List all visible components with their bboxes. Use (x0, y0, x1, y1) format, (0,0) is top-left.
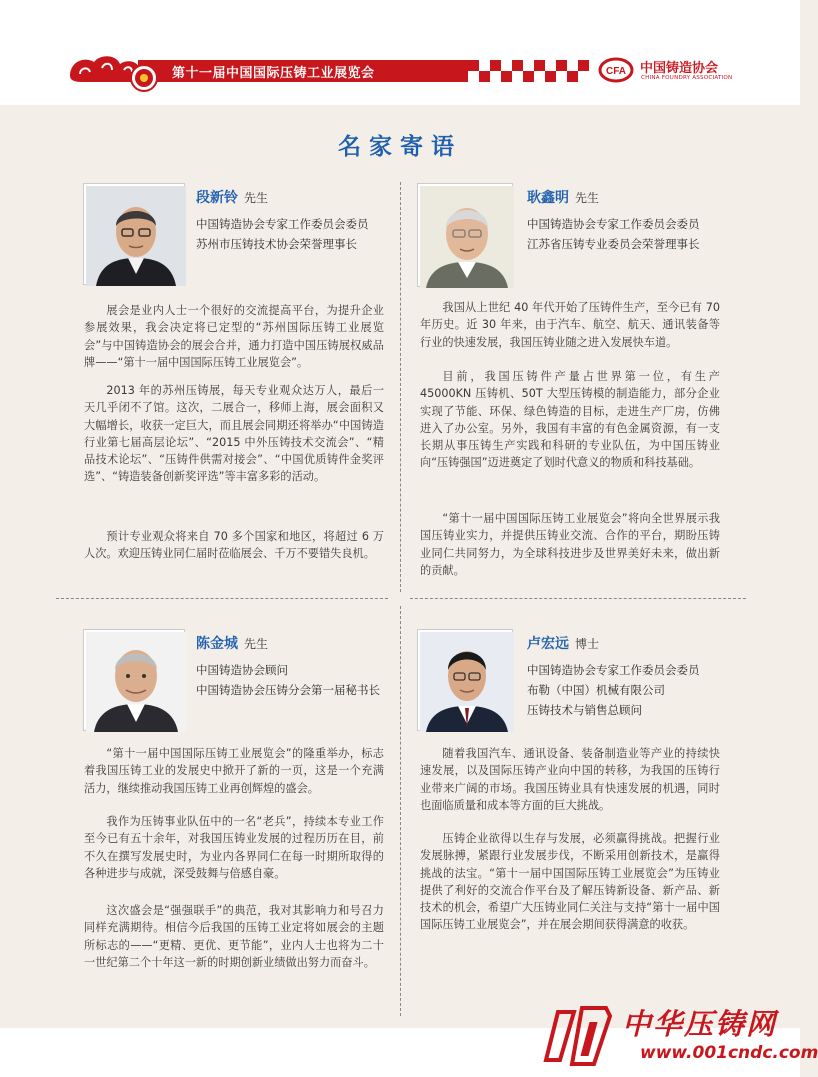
expert-name: 段新铃 先生 (196, 190, 269, 206)
expert-position: 中国铸造协会顾问 (196, 663, 288, 677)
expert-position: 中国铸造协会专家工作委员会委员 (196, 217, 369, 231)
page-header (0, 0, 800, 105)
expert-quote-paragraph: “第十一届中国国际压铸工业展览会”的隆重举办，标志着我国压铸工业的发展史中掀开了新的一页，这是一个充满活力，继续推动我国压铸工业再创辉煌的盛会。 (84, 747, 384, 795)
expert-name: 卢宏远 博士 (527, 636, 600, 652)
expert-quote-paragraph: 目前，我国压铸件产量占世界第一位，有生产 45000KN 压铸机、50T 大型压铸模的制造能力，部分企业实现了节能、环保、绿色铸造的目标，走进生产厂房，仿佛进入了办公室。另外，我国有丰富的有色金属资源，有一支长期从事压铸生产实践和科研的专业队伍，为中国压铸业向“压铸强国”迈进奠定了划时代意义的物质和科技基础。 (420, 370, 720, 470)
expert-photo-geng (418, 184, 512, 286)
brand-name: 中华压铸网 (622, 1007, 778, 1041)
expert-photo-lu (418, 630, 512, 730)
expert-position: 中国铸造协会压铸分会第一届秘书长 (196, 683, 380, 697)
expert-name: 陈金城 先生 (196, 636, 269, 652)
row-divider-right (410, 598, 746, 599)
expert-quote-paragraph: 2013 年的苏州压铸展，每天专业观众达万人，最后一天几乎闭不了馆。这次，二展合一，移师上海，展会面积又大幅增长，收获一定巨大，而且展会同期还将举办“中国铸造行业第七届高层论坛”、“2015 中外压铸技术交流会”、“精品技术论坛”、“压铸件供需对接会”、“中国优质铸件金奖评选”、“铸造装备创新奖评选”等丰富多彩的活动。 (84, 384, 384, 484)
expert-quote-paragraph: 展会是业内人士一个很好的交流提高平台，为提升企业参展效果，我会决定将已定型的“苏州国际压铸工业展览会”与中国铸造协会的展会合并，通力打造中国压铸展权威品牌——“第十一届中国国际压铸工业展览会”。 (84, 304, 384, 369)
portrait-icon (86, 186, 186, 286)
org-name: 中国铸造协会 (640, 61, 719, 76)
section-title: 名家寄语 (338, 134, 462, 160)
expert-quote-paragraph: 这次盛会是“强强联手”的典范，我对其影响力和号召力同样充满期待。相信今后我国的压铸工业定将如展会的主题所标志的——“更精、更优、更节能”，业内人士也将为二十一世纪第二个十年这一新的时期创新业绩做出努力而奋斗。 (84, 904, 384, 969)
svg-text:CFA: CFA (606, 66, 626, 77)
expert-position: 中国铸造协会专家工作委员会委员 (527, 663, 700, 677)
expert-position: 布勒（中国）机械有限公司 (527, 683, 665, 697)
expert-name: 耿鑫明 先生 (527, 190, 600, 206)
expert-position: 压铸技术与销售总顾问 (527, 703, 642, 717)
portrait-icon (420, 632, 514, 732)
portrait-icon (86, 632, 186, 732)
expert-quote-paragraph: 压铸企业欲得以生存与发展，必须赢得挑战。把握行业发展脉搏，紧跟行业发展步伐，不断采用创新技术，是赢得挑战的法宝。“第十一届中国国际压铸工业展览会”为压铸业提供了利好的交流合作平台及了解压铸新设备、新产品、新技术的机会，希望广大压铸业同仁关注与支持“第十一届中国国际压铸工业展览会”，并在展会期间获得满意的收获。 (420, 832, 720, 932)
cfa-logo-icon (598, 55, 634, 85)
expert-position: 中国铸造协会专家工作委员会委员 (527, 217, 700, 231)
expert-photo-duan (84, 184, 184, 284)
column-divider-top (400, 182, 401, 592)
org-name-english: CHINA FOUNDRY ASSOCIATION (641, 75, 733, 81)
expert-photo-chen (84, 630, 184, 730)
expert-position: 江苏省压铸专业委员会荣誉理事长 (527, 237, 700, 251)
event-title: 第十一届中国国际压铸工业展览会 (172, 66, 375, 81)
cloud-swirl-icon (66, 50, 158, 94)
checkered-pattern (468, 58, 592, 84)
row-divider-left (56, 598, 388, 599)
expert-quote-paragraph: 我作为压铸事业队伍中的一名“老兵”，持续本专业工作至今已有五十余年，对我国压铸业发展的过程历历在目，前不久在撰写发展史时，为业内各界同仁在每一时期所取得的各种进步与成就，深受鼓舞与倍感自豪。 (84, 815, 384, 880)
expert-position: 苏州市压铸技术协会荣誉理事长 (196, 237, 357, 251)
expert-quote-paragraph: 预计专业观众将来自 70 多个国家和地区，将超过 6 万人次。欢迎压铸业同仁届时莅临展会、千万不要错失良机。 (84, 530, 384, 561)
column-divider-bottom (400, 606, 401, 1016)
expert-quote-paragraph: 我国从上世纪 40 年代开始了压铸件生产，至今已有 70 年历史。近 30 年来，由于汽车、航空、航天、通讯装备等行业的快速发展，我国压铸业随之进入发展快车道。 (420, 301, 720, 349)
expert-quote-paragraph: 随着我国汽车、通讯设备、装备制造业等产业的持续快速发展，以及国际压铸产业向中国的转移，为我国的压铸行业带来广阔的市场。我国压铸业具有快速发展的机遇，同时也面临质量和成本等方面的巨大挑战。 (420, 747, 720, 812)
expert-quote-paragraph: “第十一届中国国际压铸工业展览会”将向全世界展示我国压铸业实力，并提供压铸业交流、合作的平台，期盼压铸业同仁共同努力，为全球科技进步及世界美好未来，做出新的贡献。 (420, 512, 720, 577)
brand-url[interactable]: www.001cndc.com (640, 1043, 818, 1063)
portrait-icon (420, 186, 514, 288)
